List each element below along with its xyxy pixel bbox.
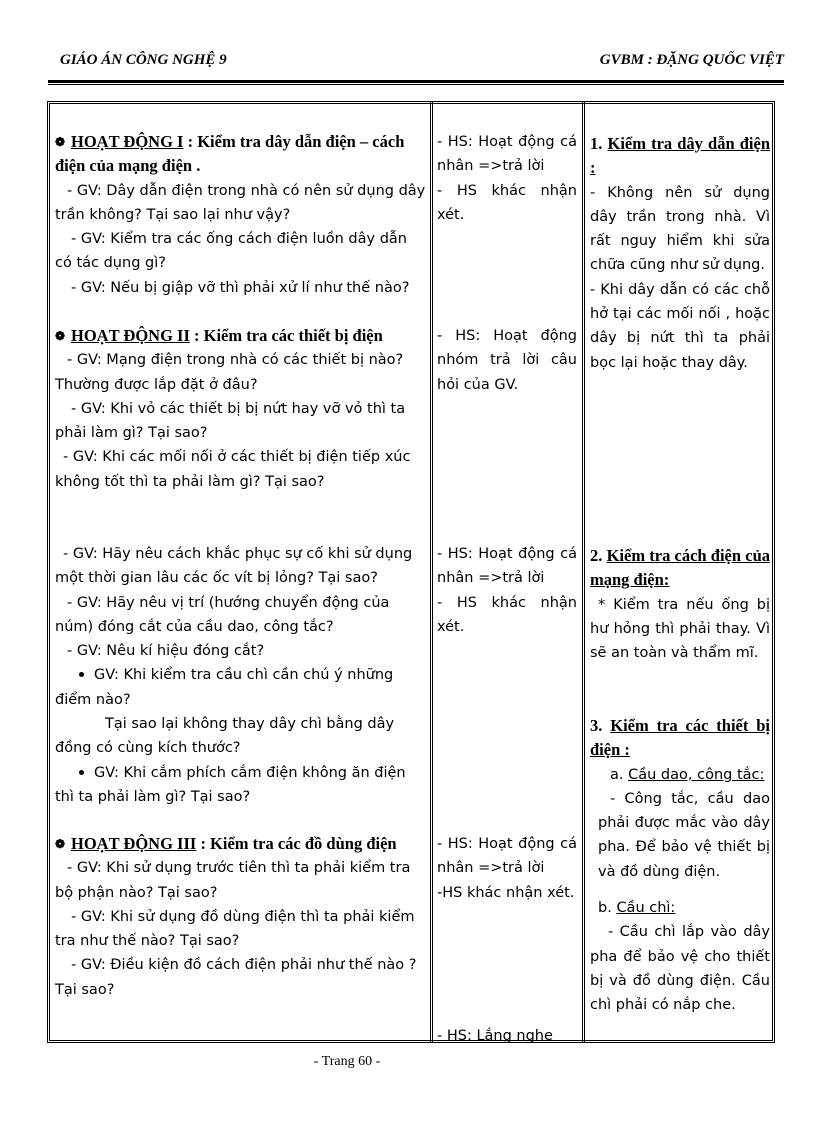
activity-1-label: HOẠT ĐỘNG I xyxy=(71,132,184,151)
activity-2-title: : Kiểm tra các thiết bị điện xyxy=(194,326,383,345)
student-block-4 xyxy=(437,832,577,905)
section-1-heading: 1. Kiểm tra dây dẫn điện : xyxy=(590,134,770,178)
page-number: - Trang 60 - xyxy=(313,1054,381,1069)
content-section-3 xyxy=(590,714,770,1018)
dot-bullet-icon xyxy=(79,770,84,775)
activity-2-question: - GV: Mạng điện trong nhà có các thiết bị nào? Thường được lắp đặt ở đâu? xyxy=(55,352,404,393)
section-3a-text: - Công tắc, cầu dao phải được mắc vào dây pha. Để bảo vệ thiết bị và đồ dùng điện. xyxy=(598,790,770,880)
content-section-1 xyxy=(590,132,770,375)
activity-2-bullet-continued: Tại sao lại không thay dây chì bằng dây đồng có cùng kích thước? xyxy=(55,716,395,757)
activity-1-heading xyxy=(55,130,427,179)
student-response: - HS: Hoạt động nhóm trả lời câu hỏi của GV. xyxy=(437,328,577,393)
student-response: -HS khác nhận xét. xyxy=(437,884,575,901)
header-rule xyxy=(48,80,784,83)
activity-2-question: - GV: Khi các mối nối ở các thiết bị điện tiếp xúc không tốt thì ta phải làm gì? Tại sao? xyxy=(55,449,411,490)
student-block-3 xyxy=(437,542,577,639)
section-3-heading: 3. Kiểm tra các thiết bị điện : xyxy=(590,716,770,760)
student-block-1 xyxy=(437,130,577,227)
activity-2-heading xyxy=(55,324,427,348)
activity-3-question: - GV: Khi sử dụng trước tiên thì ta phải kiểm tra bộ phận nào? Tại sao? xyxy=(55,860,411,901)
activity-1 xyxy=(55,130,427,300)
activity-1-title: : Kiểm tra dây dẫn điện – cách điện của mạng điện . xyxy=(55,132,405,176)
column-divider-2 xyxy=(582,101,585,1043)
activity-2-question: - GV: Hãy nêu cách khắc phục sự cố khi sử dụng một thời gian lâu các ốc vít bị lỏng? Tại sao? xyxy=(55,546,413,587)
activity-2-more xyxy=(55,542,427,809)
activity-1-question: - GV: Nếu bị giập vỡ thì phải xử lí như thế nào? xyxy=(71,279,410,296)
section-3b-text: - Cầu chì lắp vào dây pha để bảo vệ cho thiết bị và đồ dùng điện. Cầu chì phải có nắp che. xyxy=(590,924,770,1014)
student-block-5 xyxy=(437,1024,577,1048)
flower-bullet-icon: ❁ xyxy=(55,837,66,851)
activity-2-question: - GV: Nêu kí hiệu đóng cắt? xyxy=(67,643,265,660)
dot-bullet-icon xyxy=(79,672,84,677)
section-3a-heading: a. Cầu dao, công tắc: xyxy=(610,766,765,783)
activity-3-label: HOẠT ĐỘNG III xyxy=(71,834,197,853)
activity-1-question: - GV: Dây dẫn điện trong nhà có nên sử dụng dây trần không? Tại sao lại như vậy? xyxy=(55,182,426,223)
student-response: - HS: Hoạt động cá nhân =>trả lời xyxy=(437,134,577,175)
activity-3-question: - GV: Điều kiện đồ cách điện phải như thế nào ? Tại sao? xyxy=(55,957,417,998)
student-response: - HS khác nhận xét. xyxy=(437,594,577,635)
section-1-text: - Khi dây dẫn có các chỗ hở tại các mối nối , hoặc dây bị nứt thì ta phải bọc lại hoặc thay dây. xyxy=(590,281,770,371)
spacer xyxy=(590,884,770,896)
activity-3 xyxy=(55,832,427,1002)
flower-bullet-icon: ❁ xyxy=(55,329,66,343)
student-block-2 xyxy=(437,324,577,397)
section-2-text: * Kiểm tra nếu ống bị hư hỏng thì phải thay. Vì sẽ an toàn và thẩm mĩ. xyxy=(590,596,770,662)
header-teacher: GVBM : ĐẶNG QUỐC VIỆT xyxy=(599,52,784,68)
activity-1-question: - GV: Kiểm tra các ống cách điện luồn dây dẫn có tác dụng gì? xyxy=(55,231,407,272)
content-section-2 xyxy=(590,544,770,665)
student-response: - HS khác nhận xét. xyxy=(437,182,577,223)
activity-2-bullet: GV: Khi kiểm tra cầu chì cần chú ý những điểm nào? xyxy=(55,667,394,708)
header-subject: GIÁO ÁN CÔNG NGHỆ 9 xyxy=(60,52,227,68)
student-response: - HS: Hoạt động cá nhân =>trả lời xyxy=(437,546,577,587)
section-2-heading: 2. Kiểm tra cách điện của mạng điện: xyxy=(590,546,771,590)
flower-bullet-icon: ❁ xyxy=(55,135,66,149)
header-rule-thin xyxy=(48,84,784,85)
activity-2-label: HOẠT ĐỘNG II xyxy=(71,326,190,345)
student-response: - HS: Lắng nghe xyxy=(437,1028,553,1044)
section-3b-heading: b. Cầu chì: xyxy=(598,900,676,917)
activity-3-question: - GV: Khi sử dụng đồ dùng điện thì ta phải kiểm tra như thế nào? Tại sao? xyxy=(55,908,415,950)
activity-2 xyxy=(55,324,427,494)
activity-3-heading xyxy=(55,832,427,856)
column-divider-1 xyxy=(430,101,433,1043)
student-response: - HS: Hoạt động cá nhân =>trả lời xyxy=(437,836,577,877)
activity-3-title: : Kiểm tra các đồ dùng điện xyxy=(200,834,397,853)
activity-2-bullet: GV: Khi cắm phích cắm điện không ăn điện thì ta phải làm gì? Tại sao? xyxy=(55,764,406,805)
activity-2-question: - GV: Hãy nêu vị trí (hướng chuyển động của núm) đóng cắt của cầu dao, công tắc? xyxy=(55,594,390,635)
activity-2-question: - GV: Khi vỏ các thiết bị bị nứt hay vỡ vỏ thì ta phải làm gì? Tại sao? xyxy=(55,400,406,442)
section-1-text: - Không nên sử dụng dây trần trong nhà. Vì rất nguy hiểm khi sửa chữa cũng như sử dụng. xyxy=(590,184,770,274)
